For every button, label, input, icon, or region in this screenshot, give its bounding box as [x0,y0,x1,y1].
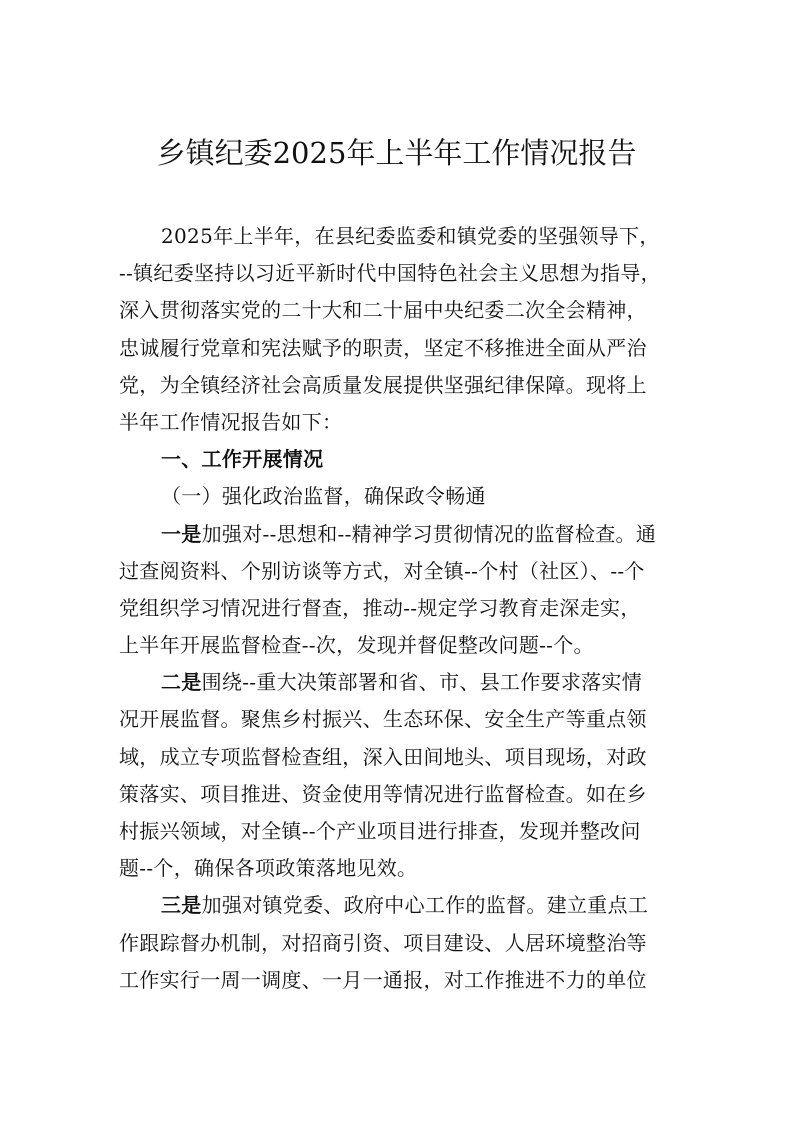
item-text: 加强对镇党委、政府中心工作的监督。建立重点工 [201,893,649,918]
item-lead: 一是 [161,521,202,546]
paragraph-line: 策落实、项目推进、资金使用等情况进行监督检查。如在乡 [119,781,647,806]
paragraph-line: 题--个，确保各项政策落地见效。 [119,856,418,881]
paragraph-line [119,516,675,553]
item-lead: 二是 [161,670,202,695]
intro-line: --镇纪委坚持以习近平新时代中国特色社会主义思想为指导， [119,261,661,286]
paragraph-line: 上半年开展监督检查--次，发现并督促整改问题--个。 [119,633,594,658]
document-title: 乡镇纪委2025年上半年工作情况报告 [156,136,637,170]
paragraph-line: 作跟踪督办机制，对招商引资、项目建设、人居环境整治等 [119,930,647,955]
paragraph-line: 过查阅资料、个别访谈等方式，对全镇--个村（社区）、--个 [119,558,645,583]
item-lead: 三是 [161,893,202,918]
paragraph-line: 党组织学习情况进行督查，推动--规定学习教育走深走实， [119,595,641,620]
subsection-heading: （一）强化政治监督，确保政令畅通 [161,484,486,509]
paragraph-line [119,887,675,924]
document-body [119,218,675,999]
intro-line: 党，为全镇经济社会高质量发展提供坚强纪律保障。现将上 [119,372,647,397]
intro-line: 2025年上半年，在县纪委监委和镇党委的坚强领导下， [161,224,660,248]
paragraph-line: 工作实行一周一调度、一月一通报，对工作推进不力的单位 [119,967,647,992]
paragraph-line [119,664,675,701]
paragraph-line: 况开展监督。聚焦乡村振兴、生态环保、安全生产等重点领 [119,707,647,732]
item-text: 围绕--重大决策部署和省、市、县工作要求落实情 [201,670,643,695]
paragraph-line: 域，成立专项监督检查组，深入田间地头、项目现场，对政 [119,744,647,769]
section-heading: 一、工作开展情况 [161,447,324,472]
paragraph-line: 村振兴领域，对全镇--个产业项目进行排查，发现并整改问 [119,819,641,843]
item-text: 加强对--思想和--精神学习贯彻情况的监督检查。通 [201,521,657,546]
intro-line: 深入贯彻落实党的二十大和二十届中央纪委二次全会精神， [119,298,647,323]
intro-line: 半年工作情况报告如下： [119,409,343,434]
intro-line: 忠诚履行党章和宪法赋予的职责，坚定不移推进全面从严治 [119,335,647,360]
